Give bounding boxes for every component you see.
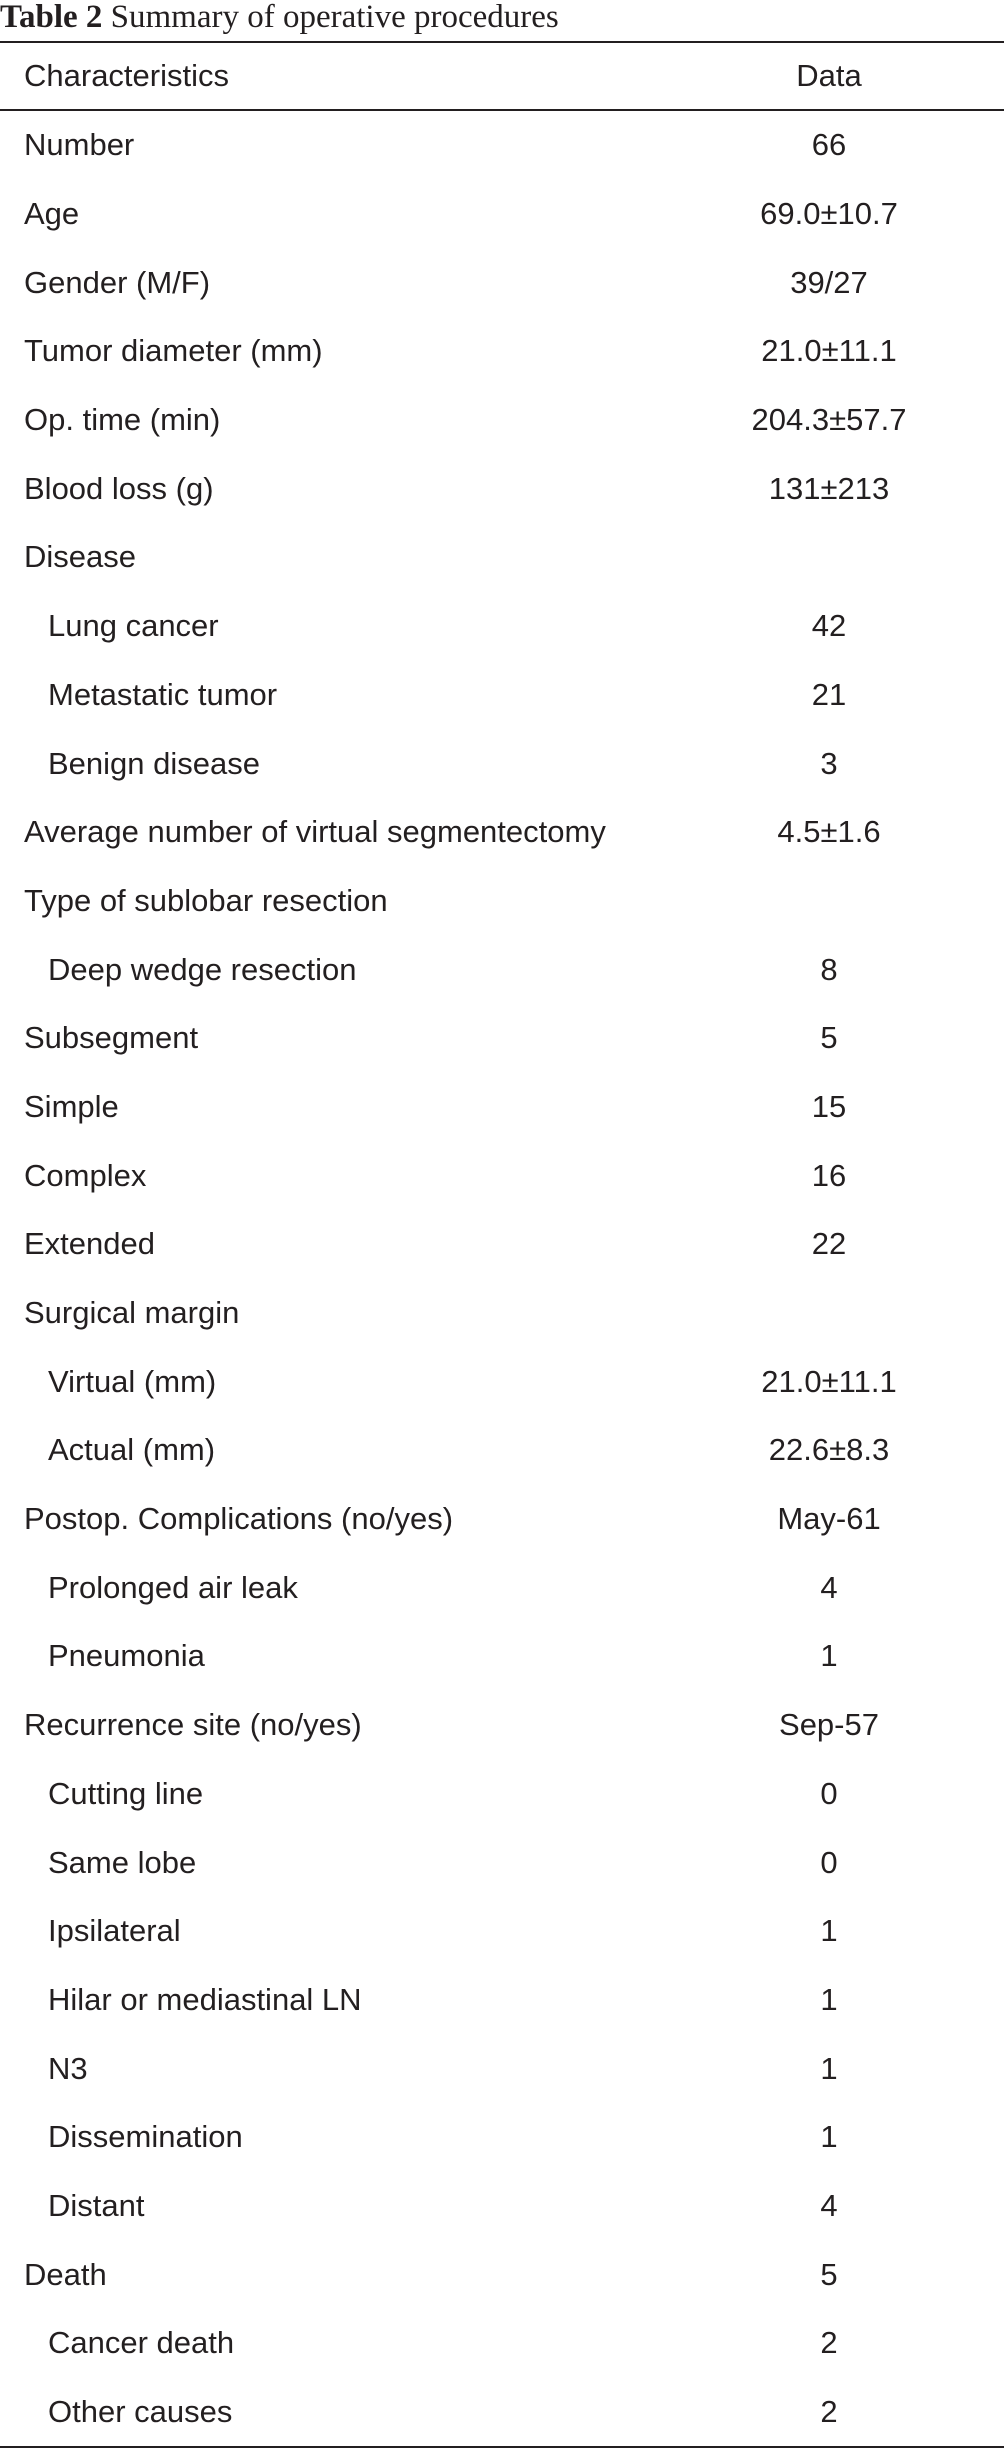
row-label: Surgical margin [24, 1295, 240, 1331]
table-body [0, 110, 1004, 2446]
table-row [0, 110, 1004, 180]
row-label: Virtual (mm) [48, 1363, 217, 1399]
table-row [0, 2240, 1004, 2309]
table-row [0, 2309, 1004, 2378]
row-value: 4.5±1.6 [777, 814, 881, 850]
table-caption-title: Summary of operative procedures [110, 0, 559, 35]
header-data: Data [654, 43, 1004, 110]
row-label: Deep wedge resection [48, 951, 357, 987]
row-value: 39/27 [790, 264, 868, 300]
row-value: May-61 [777, 1501, 881, 1537]
row-value: Sep-57 [779, 1707, 879, 1743]
row-label: Type of sublobar resection [24, 882, 388, 918]
summary-table-container [0, 41, 1004, 2448]
row-label: Simple [24, 1088, 119, 1124]
table-row [0, 1897, 1004, 1966]
table-row [0, 523, 1004, 592]
row-label: Cancer death [48, 2325, 235, 2361]
row-value: 4 [820, 1569, 838, 1605]
table-row [0, 1141, 1004, 1210]
table-row [0, 1210, 1004, 1279]
row-label: Extended [24, 1226, 155, 1262]
row-value: 22.6±8.3 [768, 1432, 890, 1468]
row-label: Pneumonia [48, 1638, 205, 1674]
row-value: 42 [811, 608, 847, 644]
row-label: Distant [48, 2187, 145, 2223]
table-row [0, 1691, 1004, 1760]
row-label: Number [24, 127, 135, 163]
row-value: 15 [811, 1088, 847, 1124]
row-value: 1 [820, 1913, 838, 1949]
table-row [0, 729, 1004, 798]
table-row [0, 317, 1004, 386]
row-label: Complex [24, 1157, 147, 1193]
table-row [0, 1004, 1004, 1073]
table-row [0, 1553, 1004, 1622]
row-value [654, 867, 1004, 936]
row-value: 4 [820, 2187, 838, 2223]
table-row [0, 867, 1004, 936]
row-label: Dissemination [48, 2119, 243, 2155]
row-value: 5 [820, 2256, 838, 2292]
row-value: 2 [820, 2325, 838, 2361]
table-row [0, 1073, 1004, 1142]
table-row [0, 1279, 1004, 1348]
row-label: Gender (M/F) [24, 264, 211, 300]
row-label: Average number of virtual segmentectomy [24, 814, 606, 850]
row-value: 131±213 [768, 470, 890, 506]
row-value: 22 [811, 1226, 847, 1262]
summary-table [0, 43, 1004, 2446]
row-label: Op. time (min) [24, 402, 221, 438]
row-label: Benign disease [48, 745, 260, 781]
row-label: Lung cancer [48, 608, 219, 644]
row-value: 1 [820, 2119, 838, 2155]
row-value: 8 [820, 951, 838, 987]
table-row [0, 1347, 1004, 1416]
row-label: Other causes [48, 2394, 233, 2430]
header-characteristics: Characteristics [0, 43, 654, 110]
table-row [0, 386, 1004, 455]
row-label: Prolonged air leak [48, 1569, 298, 1605]
row-label: Age [24, 196, 80, 232]
table-caption-label: Table 2 [0, 0, 103, 35]
row-value [654, 523, 1004, 592]
row-label: Postop. Complications (no/yes) [24, 1501, 454, 1537]
row-label: Death [24, 2256, 107, 2292]
row-label: N3 [48, 2050, 88, 2086]
table-row [0, 1760, 1004, 1829]
row-label: Subsegment [24, 1020, 199, 1056]
table-row [0, 248, 1004, 317]
table-caption [0, 0, 559, 40]
table-row [0, 1485, 1004, 1554]
row-value: 3 [820, 745, 838, 781]
row-value: 204.3±57.7 [751, 402, 907, 438]
table-row [0, 2034, 1004, 2103]
row-value: 1 [820, 1981, 838, 2017]
row-value [654, 1279, 1004, 1348]
row-label: Same lobe [48, 1844, 197, 1880]
row-value: 0 [820, 1844, 838, 1880]
row-value: 66 [811, 127, 847, 163]
row-label: Metastatic tumor [48, 676, 278, 712]
row-value: 0 [820, 1775, 838, 1811]
row-label: Hilar or mediastinal LN [48, 1981, 362, 2017]
table-row [0, 2172, 1004, 2241]
table-row [0, 1416, 1004, 1485]
row-label: Blood loss (g) [24, 470, 214, 506]
header-row [0, 43, 1004, 110]
row-label: Recurrence site (no/yes) [24, 1707, 362, 1743]
table-row [0, 180, 1004, 249]
row-value: 5 [820, 1020, 838, 1056]
row-label: Ipsilateral [48, 1913, 181, 1949]
table-row [0, 661, 1004, 730]
table-row [0, 1966, 1004, 2035]
row-value: 21.0±11.1 [761, 333, 897, 369]
row-value: 69.0±10.7 [760, 196, 898, 232]
table-row [0, 935, 1004, 1004]
row-value: 1 [820, 2050, 838, 2086]
table-row [0, 592, 1004, 661]
table-row [0, 2103, 1004, 2172]
row-label: Actual (mm) [48, 1432, 216, 1468]
row-label: Disease [24, 539, 136, 575]
table-row [0, 2378, 1004, 2447]
row-value: 21.0±11.1 [761, 1363, 897, 1399]
row-value: 16 [811, 1157, 847, 1193]
row-value: 21 [811, 676, 847, 712]
table-row [0, 454, 1004, 523]
row-label: Cutting line [48, 1775, 204, 1811]
row-value: 1 [820, 1638, 838, 1674]
table-row [0, 1622, 1004, 1691]
table-row [0, 798, 1004, 867]
row-label: Tumor diameter (mm) [24, 333, 323, 369]
row-value: 2 [820, 2394, 838, 2430]
table-header [0, 43, 1004, 110]
table-row [0, 1828, 1004, 1897]
